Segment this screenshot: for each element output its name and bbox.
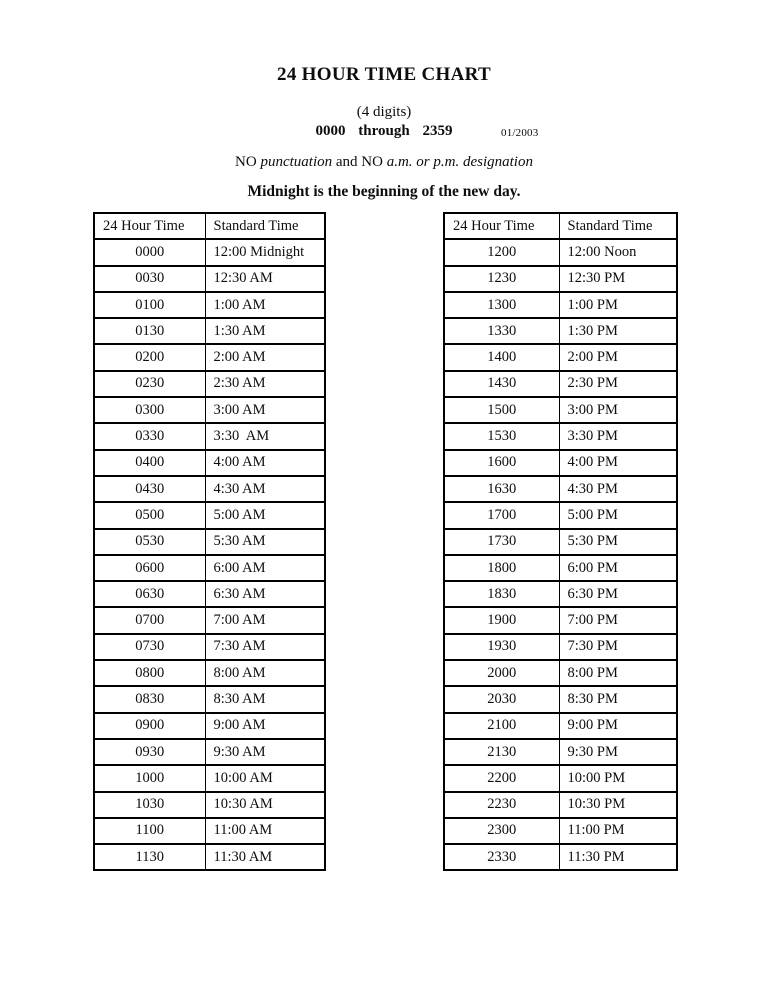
24-hour-time-cell: 0330	[94, 423, 205, 449]
standard-time-cell: 5:00 PM	[559, 502, 677, 528]
table-row	[444, 634, 677, 660]
range-end: 2359	[422, 123, 453, 139]
24-hour-time-cell: 0700	[94, 607, 205, 633]
table-row	[94, 713, 325, 739]
ampm-italic: a.m. or p.m. designation	[386, 154, 533, 170]
24-hour-time-cell: 0900	[94, 713, 205, 739]
column-header: Standard Time	[205, 213, 325, 239]
table-row	[94, 660, 325, 686]
24-hour-time-cell: 0030	[94, 266, 205, 292]
table-row	[444, 266, 677, 292]
table-row	[444, 555, 677, 581]
standard-time-cell: 10:00 AM	[205, 765, 325, 791]
standard-time-cell: 2:00 AM	[205, 344, 325, 370]
pm-time-table	[443, 212, 678, 871]
table-row	[444, 397, 677, 423]
time-tables-container	[93, 212, 678, 871]
24-hour-time-cell: 1500	[444, 397, 559, 423]
no-label-1: NO	[235, 154, 257, 170]
standard-time-cell: 8:30 AM	[205, 686, 325, 712]
table-row	[94, 844, 325, 870]
table-row	[444, 660, 677, 686]
table-row	[94, 607, 325, 633]
standard-time-cell: 11:00 AM	[205, 818, 325, 844]
24-hour-time-cell: 0100	[94, 292, 205, 318]
midnight-note: Midnight is the beginning of the new day.	[247, 183, 521, 200]
table-row	[94, 739, 325, 765]
standard-time-cell: 2:30 AM	[205, 371, 325, 397]
24-hour-time-cell: 1030	[94, 792, 205, 818]
24-hour-time-cell: 1400	[444, 344, 559, 370]
24-hour-time-cell: 0600	[94, 555, 205, 581]
standard-time-cell: 10:00 PM	[559, 765, 677, 791]
standard-time-cell: 5:30 AM	[205, 529, 325, 555]
standard-time-cell: 9:00 AM	[205, 713, 325, 739]
24-hour-time-cell: 0630	[94, 581, 205, 607]
digits-note: (4 digits)	[356, 104, 412, 120]
standard-time-cell: 6:30 PM	[559, 581, 677, 607]
standard-time-cell: 1:00 AM	[205, 292, 325, 318]
table-row	[444, 318, 677, 344]
24-hour-time-cell: 1100	[94, 818, 205, 844]
24-hour-time-cell: 2230	[444, 792, 559, 818]
24-hour-time-cell: 2100	[444, 713, 559, 739]
24-hour-time-cell: 0000	[94, 239, 205, 265]
no-label-2: NO	[361, 154, 383, 170]
table-row	[444, 844, 677, 870]
standard-time-cell: 4:00 PM	[559, 450, 677, 476]
table-row	[94, 581, 325, 607]
24-hour-time-cell: 0930	[94, 739, 205, 765]
24-hour-time-cell: 1230	[444, 266, 559, 292]
table-row	[94, 634, 325, 660]
table-row	[94, 686, 325, 712]
24-hour-time-cell: 1430	[444, 371, 559, 397]
24-hour-time-cell: 0530	[94, 529, 205, 555]
table-row	[94, 476, 325, 502]
table-row	[444, 344, 677, 370]
standard-time-cell: 3:00 AM	[205, 397, 325, 423]
24-hour-time-cell: 0300	[94, 397, 205, 423]
table-row	[94, 318, 325, 344]
24-hour-time-cell: 0500	[94, 502, 205, 528]
24-hour-time-cell: 1300	[444, 292, 559, 318]
24-hour-time-cell: 0130	[94, 318, 205, 344]
range-word: through	[358, 123, 410, 139]
table-row	[444, 371, 677, 397]
24-hour-time-cell: 1730	[444, 529, 559, 555]
table-row	[444, 292, 677, 318]
table-row	[94, 239, 325, 265]
standard-time-cell: 1:00 PM	[559, 292, 677, 318]
24-hour-time-cell: 1900	[444, 607, 559, 633]
24-hour-time-cell: 1000	[94, 765, 205, 791]
table-row	[94, 818, 325, 844]
table-row	[444, 739, 677, 765]
table-row	[444, 529, 677, 555]
24-hour-time-cell: 1800	[444, 555, 559, 581]
24-hour-time-cell: 2200	[444, 765, 559, 791]
table-row	[444, 502, 677, 528]
table-row	[94, 371, 325, 397]
24-hour-time-cell: 1600	[444, 450, 559, 476]
standard-time-cell: 9:30 PM	[559, 739, 677, 765]
24-hour-time-cell: 0830	[94, 686, 205, 712]
standard-time-cell: 7:00 PM	[559, 607, 677, 633]
standard-time-cell: 9:00 PM	[559, 713, 677, 739]
table-row	[94, 450, 325, 476]
standard-time-cell: 4:30 AM	[205, 476, 325, 502]
table-row	[94, 423, 325, 449]
24-hour-time-cell: 0230	[94, 371, 205, 397]
standard-time-cell: 4:00 AM	[205, 450, 325, 476]
punctuation-note	[0, 154, 768, 171]
standard-time-cell: 12:00 Noon	[559, 239, 677, 265]
table-row	[444, 765, 677, 791]
page-title: 24 HOUR TIME CHART	[277, 64, 491, 85]
standard-time-cell: 1:30 PM	[559, 318, 677, 344]
24-hour-time-cell: 2000	[444, 660, 559, 686]
24-hour-time-cell: 1200	[444, 239, 559, 265]
column-header: Standard Time	[559, 213, 677, 239]
standard-time-cell: 6:00 PM	[559, 555, 677, 581]
table-row	[444, 713, 677, 739]
range-line	[0, 123, 768, 140]
24-hour-time-cell: 0400	[94, 450, 205, 476]
standard-time-cell: 1:30 AM	[205, 318, 325, 344]
24-hour-time-cell: 2300	[444, 818, 559, 844]
column-header: 24 Hour Time	[94, 213, 205, 239]
24-hour-time-cell: 0800	[94, 660, 205, 686]
table-row	[444, 581, 677, 607]
24-hour-time-cell: 0730	[94, 634, 205, 660]
standard-time-cell: 4:30 PM	[559, 476, 677, 502]
table-row	[94, 765, 325, 791]
standard-time-cell: 8:30 PM	[559, 686, 677, 712]
standard-time-cell: 12:00 Midnight	[205, 239, 325, 265]
24-hour-time-cell: 2330	[444, 844, 559, 870]
range-start: 0000	[315, 123, 346, 139]
header-row	[94, 213, 325, 239]
standard-time-cell: 8:00 AM	[205, 660, 325, 686]
table-row	[94, 344, 325, 370]
standard-time-cell: 7:30 AM	[205, 634, 325, 660]
header-row	[444, 213, 677, 239]
standard-time-cell: 7:00 AM	[205, 607, 325, 633]
table-row	[94, 529, 325, 555]
table-row	[94, 292, 325, 318]
standard-time-cell: 10:30 AM	[205, 792, 325, 818]
table-row	[444, 239, 677, 265]
24-hour-time-cell: 1630	[444, 476, 559, 502]
standard-time-cell: 8:00 PM	[559, 660, 677, 686]
24-hour-time-cell: 1330	[444, 318, 559, 344]
am-time-table	[93, 212, 326, 871]
revision-date: 01/2003	[501, 127, 539, 139]
table-row	[444, 686, 677, 712]
24-hour-time-cell: 1700	[444, 502, 559, 528]
24-hour-time-cell: 1930	[444, 634, 559, 660]
table-row	[94, 555, 325, 581]
standard-time-cell: 3:30 AM	[205, 423, 325, 449]
standard-time-cell: 3:00 PM	[559, 397, 677, 423]
table-row	[94, 502, 325, 528]
standard-time-cell: 3:30 PM	[559, 423, 677, 449]
table-row	[444, 450, 677, 476]
table-row	[444, 423, 677, 449]
table-row	[94, 266, 325, 292]
standard-time-cell: 11:00 PM	[559, 818, 677, 844]
table-row	[444, 818, 677, 844]
24-hour-time-cell: 2130	[444, 739, 559, 765]
24-hour-time-cell: 0430	[94, 476, 205, 502]
standard-time-cell: 6:30 AM	[205, 581, 325, 607]
standard-time-cell: 9:30 AM	[205, 739, 325, 765]
standard-time-cell: 12:30 AM	[205, 266, 325, 292]
24-hour-time-cell: 1830	[444, 581, 559, 607]
standard-time-cell: 11:30 PM	[559, 844, 677, 870]
24-hour-time-cell: 2030	[444, 686, 559, 712]
and-label: and	[335, 154, 358, 170]
table-row	[444, 607, 677, 633]
punctuation-italic: punctuation	[260, 154, 333, 170]
standard-time-cell: 5:00 AM	[205, 502, 325, 528]
standard-time-cell: 7:30 PM	[559, 634, 677, 660]
column-header: 24 Hour Time	[444, 213, 559, 239]
standard-time-cell: 10:30 PM	[559, 792, 677, 818]
24-hour-time-cell: 1130	[94, 844, 205, 870]
standard-time-cell: 2:30 PM	[559, 371, 677, 397]
standard-time-cell: 12:30 PM	[559, 266, 677, 292]
table-row	[94, 397, 325, 423]
24-hour-time-cell: 1530	[444, 423, 559, 449]
standard-time-cell: 6:00 AM	[205, 555, 325, 581]
standard-time-cell: 11:30 AM	[205, 844, 325, 870]
standard-time-cell: 2:00 PM	[559, 344, 677, 370]
standard-time-cell: 5:30 PM	[559, 529, 677, 555]
24-hour-time-cell: 0200	[94, 344, 205, 370]
table-row	[444, 476, 677, 502]
table-row	[94, 792, 325, 818]
table-row	[444, 792, 677, 818]
